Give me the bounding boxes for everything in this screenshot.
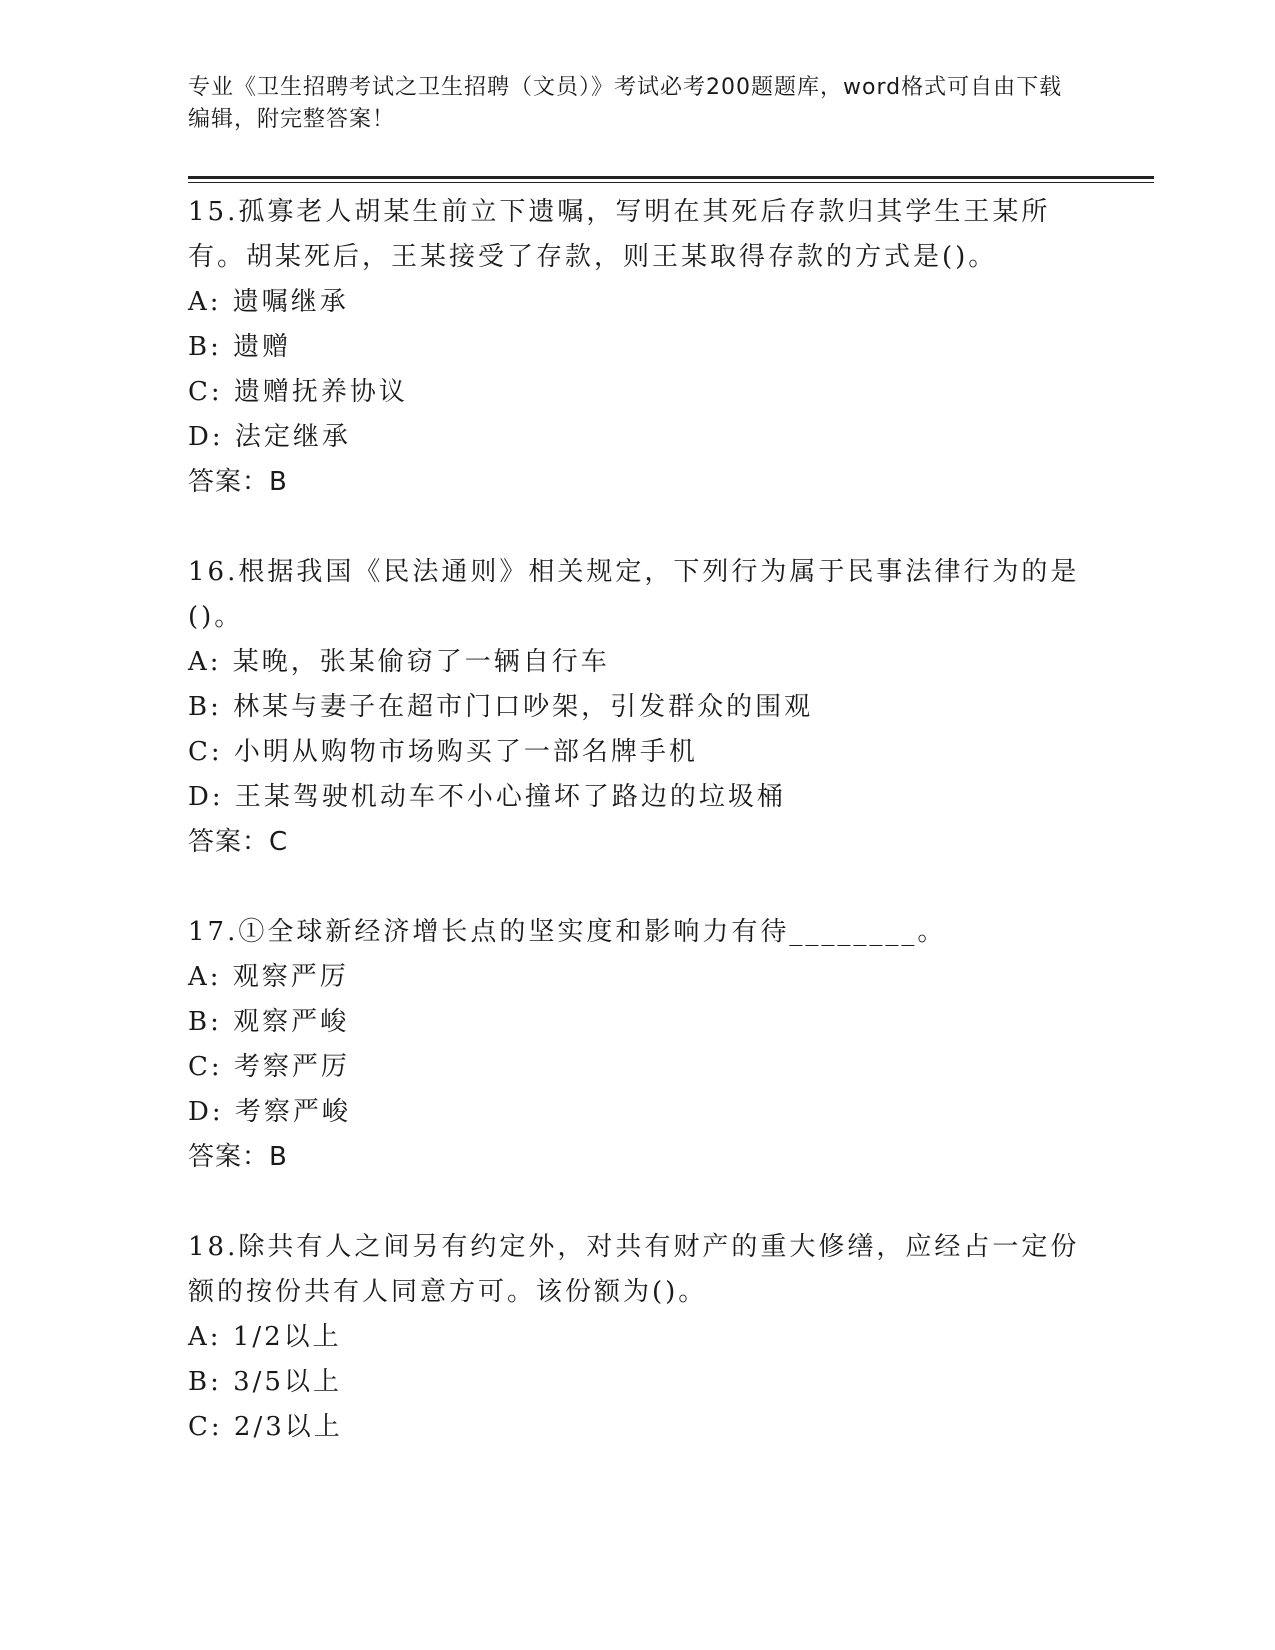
question-stem: 15.孤寡老人胡某生前立下遗嘱，写明在其死后存款归其学生王某所有。胡某死后，王某接受了存款，则王某取得存款的方式是()。 (188, 197, 1051, 272)
header-rule-thick (188, 176, 1154, 179)
option-c: C: 考察严厉 (188, 1052, 350, 1082)
header-rule-thin (188, 182, 1154, 183)
option-a: A: 观察严厉 (188, 962, 349, 992)
option-b: B: 观察严峻 (188, 1007, 350, 1037)
answer: 答案：B (188, 1142, 288, 1172)
option-c: C: 小明从购物市场购买了一部名牌手机 (188, 737, 698, 767)
question-16 (188, 550, 1088, 865)
option-a: A: 某晚，张某偷窃了一辆自行车 (188, 647, 610, 677)
option-a: A: 遗嘱继承 (188, 287, 349, 317)
question-18 (188, 1225, 1088, 1450)
question-17 (188, 910, 1088, 1180)
option-c: C: 2/3以上 (188, 1412, 343, 1442)
option-c: C: 遗赠抚养协议 (188, 377, 408, 407)
question-15 (188, 190, 1088, 505)
question-stem: 18.除共有人之间另有约定外，对共有财产的重大修缮，应经占一定份额的按份共有人同意方可。该份额为()。 (188, 1232, 1080, 1307)
option-d: D: 王某驾驶机动车不小心撞坏了路边的垃圾桶 (188, 782, 786, 812)
option-d: D: 法定继承 (188, 422, 351, 452)
document-header: 专业《卫生招聘考试之卫生招聘（文员）》考试必考200题题库，word格式可自由下载编辑，附完整答案！ (188, 75, 1063, 132)
option-b: B: 林某与妻子在超市门口吵架，引发群众的围观 (188, 692, 814, 722)
option-d: D: 考察严峻 (188, 1097, 351, 1127)
question-stem: 17.①全球新经济增长点的坚实度和影响力有待________。 (188, 917, 947, 947)
option-a: A: 1/2以上 (188, 1322, 342, 1352)
option-b: B: 遗赠 (188, 332, 292, 362)
question-list (188, 190, 1088, 1495)
option-b: B: 3/5以上 (188, 1367, 342, 1397)
answer: 答案：C (188, 827, 289, 857)
answer: 答案：B (188, 467, 288, 497)
question-stem: 16.根据我国《民法通则》相关规定，下列行为属于民事法律行为的是()。 (188, 557, 1080, 632)
